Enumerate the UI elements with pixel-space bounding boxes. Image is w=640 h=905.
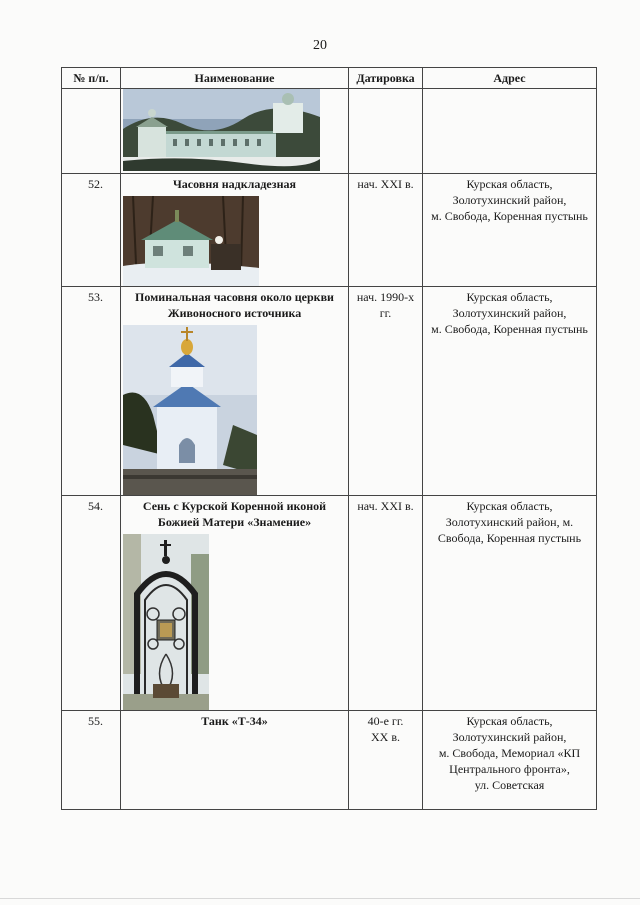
row-name <box>121 174 349 287</box>
header-address: Адрес <box>423 68 597 89</box>
row-name-text: Часовня надкладезная <box>173 177 296 191</box>
table-row <box>62 711 597 810</box>
chapel-photo <box>123 196 346 286</box>
address-line: м. Свобода, Коренная пустынь <box>431 209 588 223</box>
row-name <box>121 287 349 496</box>
row-num: 55. <box>62 711 121 810</box>
row-date <box>349 287 423 496</box>
address-line: Золотухинский район, <box>452 193 567 207</box>
scan-edge-line <box>0 898 640 899</box>
row-name-text: Живоносного источника <box>167 306 302 320</box>
address-line: Золотухинский район, м. <box>445 515 574 529</box>
address-line: Золотухинский район, <box>452 730 567 744</box>
address-line: м. Свобода, Мемориал «КП <box>438 746 581 760</box>
address-line: Курская область, <box>466 714 553 728</box>
row-address <box>423 287 597 496</box>
address-line: Центрального фронта», <box>449 762 570 776</box>
row-name-text: Божией Матери «Знамение» <box>157 515 312 529</box>
header-date: Датировка <box>349 68 423 89</box>
icon-canopy-photo <box>123 534 346 710</box>
table-row <box>62 287 597 496</box>
date-line: нач. 1990-х <box>356 290 415 304</box>
row-date: нач. XXI в. <box>349 496 423 711</box>
address-line: Курская область, <box>466 499 553 513</box>
row-date: нач. XXI в. <box>349 174 423 287</box>
row-num <box>62 89 121 174</box>
table-header-row <box>62 68 597 89</box>
row-num: 54. <box>62 496 121 711</box>
row-address <box>423 89 597 174</box>
row-name <box>121 496 349 711</box>
table-row <box>62 174 597 287</box>
address-line: Курская область, <box>466 177 553 191</box>
header-num: № п/п. <box>62 68 121 89</box>
table-row <box>62 89 597 174</box>
row-address <box>423 174 597 287</box>
row-num: 52. <box>62 174 121 287</box>
address-line: Курская область, <box>466 290 553 304</box>
date-line: XX в. <box>371 730 400 744</box>
memorial-chapel-photo <box>123 325 346 495</box>
page-number: 20 <box>313 38 327 53</box>
address-line: Золотухинский район, <box>452 306 567 320</box>
address-line: м. Свобода, Коренная пустынь <box>431 322 588 336</box>
row-name-text: Сень с Курской Коренной иконой <box>142 499 327 513</box>
row-date <box>349 711 423 810</box>
monastery-photo <box>123 89 346 171</box>
row-date <box>349 89 423 174</box>
address-line: ул. Советская <box>474 778 545 792</box>
monuments-table <box>61 67 597 810</box>
row-name <box>121 89 349 174</box>
date-line: 40-е гг. <box>367 714 404 728</box>
row-num: 53. <box>62 287 121 496</box>
row-name-text: Поминальная часовня около церкви <box>135 290 334 304</box>
row-address <box>423 496 597 711</box>
table-row <box>62 496 597 711</box>
header-name: Наименование <box>121 68 349 89</box>
row-address <box>423 711 597 810</box>
date-line: гг. <box>379 306 392 320</box>
row-name: Танк «Т-34» <box>121 711 349 810</box>
address-line: Свобода, Коренная пустынь <box>437 531 582 545</box>
